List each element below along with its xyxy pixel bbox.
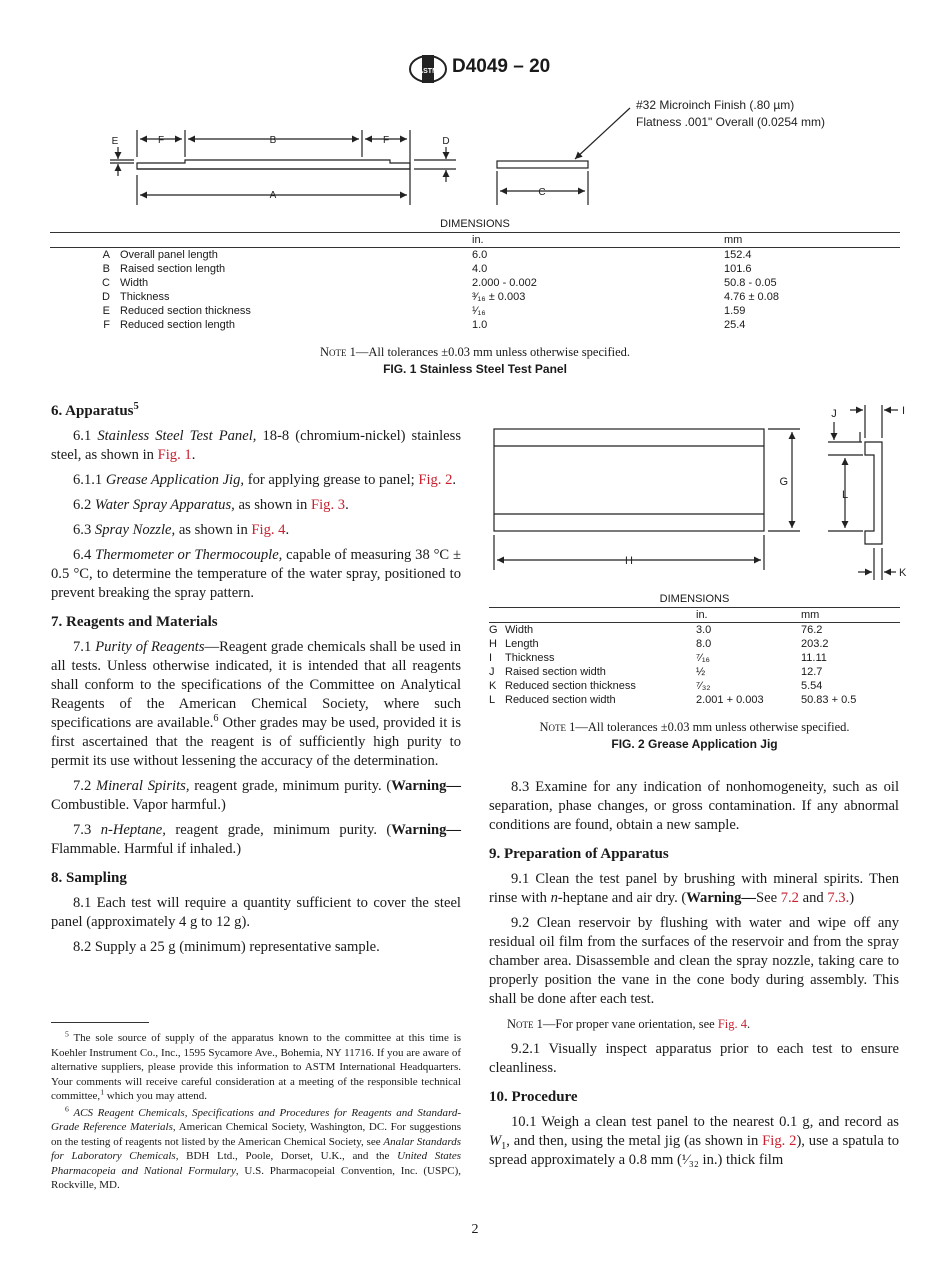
footnote-6: $^6$ ACS Reagent Chemicals, Specifications and Procedures for Reagents and Standard-Grade Reference Materials, American Chemical Society, Washington, DC. For suggestions on the testing of reagents not listed by the American Chemical Society, see Analar Standards for Laboratory Chemicals, BDH Ltd., Poole, Dorset, U.K., and the United States Pharmacopeia and National Formulary, U.S. Pharmacopeial Convention, Inc. (USPC), Rockville, MD. <box>51 1103 462 1191</box>
section-7-heading: 7. Reagents and Materials <box>51 614 218 630</box>
fig2-link[interactable]: Fig. 2 <box>418 472 453 488</box>
para-7-3: 7.3 n-Heptane, reagent grade, minimum purity. (Warning—Flammable. Harmful if inhaled.) <box>51 822 462 857</box>
para-6-2: 6.2 Water Spray Apparatus, as shown in Fig. 3. <box>73 497 349 513</box>
fig4-note-link[interactable]: Fig. 4 <box>717 1017 748 1031</box>
fig1-label-b: B <box>269 135 277 146</box>
note-vane: Note 1—For proper vane orientation, see Fig. 4. <box>507 1017 751 1031</box>
para-10-1: 10.1 Weigh a clean test panel to the nearest 0.1 g, and record as $W_1$, and then, using the metal jig (as shown in Fig. 2), use a spatula to spread approximately a 0.8 mm (¹⁄₃₂ in.) thick film <box>489 1114 900 1168</box>
fig1-note-text: —All tolerances ±0.03 mm unless otherwise specified. <box>355 345 631 359</box>
fig1-caption: FIG. 1 Stainless Steel Test Panel <box>383 362 567 376</box>
fig1-label-f1: F <box>157 135 165 146</box>
table-row: F Reduced section length 1.0 25.4 <box>103 319 746 331</box>
table-row: K Reduced section thickness ⁷⁄₃₂ 5.54 <box>489 680 823 692</box>
para-6-1-1: 6.1.1 Grease Application Jig, for applying grease to panel; Fig. 2. <box>73 472 457 488</box>
footnote-5: $^5$ The sole source of supply of the apparatus known to the committee at this time is Koehler Instrument Co., Inc., 1595 Sycamore Ave., Bohemia, NY 11716. If you are aware of alternative suppliers, please provide this information to ASTM International Headquarters. Your comments will receive careful consideration at a meeting of the responsible technical committee,$^1$ which you may attend. <box>51 1029 461 1102</box>
astm-logo-icon <box>408 54 448 84</box>
fig3-link[interactable]: Fig. 3 <box>311 497 346 513</box>
para-6-1: 6.1 Stainless Steel Test Panel, 18-8 (chromium-nickel) stainless steel, as shown in Fig. 1. <box>51 428 462 463</box>
section-10-heading: 10. Procedure <box>489 1089 578 1105</box>
unit-in: in. <box>696 608 801 623</box>
left-column <box>51 402 461 963</box>
fig1-table-title: DIMENSIONS <box>440 218 510 230</box>
fig2-note-label: Note 1 <box>539 720 576 734</box>
fig2-link-procedure[interactable]: Fig. 2 <box>762 1133 797 1149</box>
section-7-3-link[interactable]: 7.3. <box>827 890 850 906</box>
unit-mm: mm <box>724 233 900 248</box>
fig1-callout-line2: Flatness .001" Overall (0.0254 mm) <box>636 115 825 129</box>
para-7-1: 7.1 Purity of Reagents—Reagent grade chemicals shall be used in all tests. Unless otherwise indicated, it is intended that all reagents shall conform to the specifications of the Committee on Analytical Reagents of the American Chemical Society, where such specifications are available.$^6$ Other grades may be used, provided it is first ascertained that the reagent is of sufficiently high purity to permit its use without lessening the accuracy of the determination. <box>51 639 462 769</box>
astm-logo-text: ASTM <box>418 68 438 75</box>
para-6-3: 6.3 Spray Nozzle, as shown in Fig. 4. <box>73 522 290 538</box>
unit-mm: mm <box>801 608 900 623</box>
fig1-label-a: A <box>269 190 277 201</box>
page-number: 2 <box>471 1222 479 1237</box>
fig1-callout-line1: #32 Microinch Finish (.80 µm) <box>636 98 795 112</box>
footnote-rule <box>51 1022 149 1023</box>
table-row: I Thickness ⁷⁄₁₆ 11.11 <box>489 652 827 664</box>
para-7-2: 7.2 Mineral Spirits, reagent grade, minimum purity. (Warning—Combustible. Vapor harmful.) <box>51 778 461 813</box>
fig1-link[interactable]: Fig. 1 <box>157 447 192 463</box>
para-9-1: 9.1 Clean the test panel by brushing with mineral spirits. Then rinse with n-heptane and air dry. (Warning—See 7.2 and 7.3.) <box>489 871 899 906</box>
table-row: J Raised section width ½ 12.7 <box>489 666 823 678</box>
fig1-dimensions-table <box>50 232 900 332</box>
section-6-heading: 6. Apparatus$^5$ <box>51 401 139 419</box>
fig2-label-g: G <box>779 476 788 488</box>
fig1-label-e: E <box>111 136 119 147</box>
fig1-note <box>0 345 950 360</box>
section-8-heading: 8. Sampling <box>51 870 127 886</box>
fig1-drawing <box>100 95 860 215</box>
table-row: D Thickness ³⁄₁₆ ± 0.003 4.76 ± 0.08 <box>102 291 779 303</box>
fig2-table-title: DIMENSIONS <box>659 593 730 605</box>
designation: D4049 – 20 <box>452 56 551 77</box>
table-row <box>50 233 900 248</box>
footnotes <box>51 1031 461 1195</box>
page-header <box>0 52 950 86</box>
para-9-2-1: 9.2.1 Visually inspect apparatus prior to each test to ensure cleanliness. <box>489 1041 899 1076</box>
fig4-link[interactable]: Fig. 4 <box>251 522 286 538</box>
table-row: B Raised section length 4.0 101.6 <box>102 263 752 275</box>
unit-in: in. <box>472 233 724 248</box>
fig2-label-h: H <box>625 555 633 567</box>
fig1-label-c: C <box>538 187 546 198</box>
right-column <box>489 778 899 1176</box>
fig2-label-j: J <box>831 408 837 420</box>
para-9-2: 9.2 Clean reservoir by flushing with water and wipe off any residual oil film from the surfaces of the reservoir and from the spray chamber area. Disassemble and clean the spray nozzle, taking care to properly position the vane in the cone body during assembly. This shall be done after each test. <box>489 915 899 1007</box>
table-row: E Reduced section thickness ¹⁄₁₆ 1.59 <box>102 305 746 317</box>
table-row: G Width 3.0 76.2 <box>489 624 823 636</box>
fig2-label-l: L <box>841 489 849 501</box>
fig1-note-label: Note 1 <box>319 345 356 359</box>
table-row: L Reduced section width 2.001 + 0.003 50.83 + 0.5 <box>489 694 857 706</box>
fig1-label-d: D <box>442 136 450 147</box>
para-8-1: 8.1 Each test will require a quantity sufficient to cover the steel panel (approximately 4 g to 12 g). <box>51 895 461 930</box>
fig2-note <box>489 720 900 735</box>
para-8-3: 8.3 Examine for any indication of nonhomogeneity, such as oil separation, phase changes, or gross contamination. If any abnormal conditions are found, obtain a new sample. <box>489 779 899 833</box>
section-7-2-link[interactable]: 7.2 <box>780 890 799 906</box>
fig2-dimensions-table <box>489 607 900 707</box>
fig2-drawing <box>488 400 908 585</box>
table-row: C Width 2.000 - 0.002 50.8 - 0.05 <box>102 277 777 289</box>
para-8-2: 8.2 Supply a 25 g (minimum) representative sample. <box>73 939 380 955</box>
fig2-note-text: —All tolerances ±0.03 mm unless otherwise specified. <box>575 720 850 734</box>
table-row <box>489 608 900 623</box>
fig2-label-k: K <box>899 567 907 579</box>
section-9-heading: 9. Preparation of Apparatus <box>489 846 669 862</box>
fig2-label-i: I <box>902 405 906 417</box>
table-row: A Overall panel length 6.0 152.4 <box>102 249 752 261</box>
fig1-label-f2: F <box>382 135 390 146</box>
para-6-4: 6.4 Thermometer or Thermocouple, capable of measuring 38 °C ± 0.5 °C, to determine the temperature of the water spray, positioned to prevent breaking the spray pattern. <box>51 547 462 601</box>
fig2-caption: FIG. 2 Grease Application Jig <box>611 737 778 751</box>
table-row: H Length 8.0 203.2 <box>489 638 829 650</box>
